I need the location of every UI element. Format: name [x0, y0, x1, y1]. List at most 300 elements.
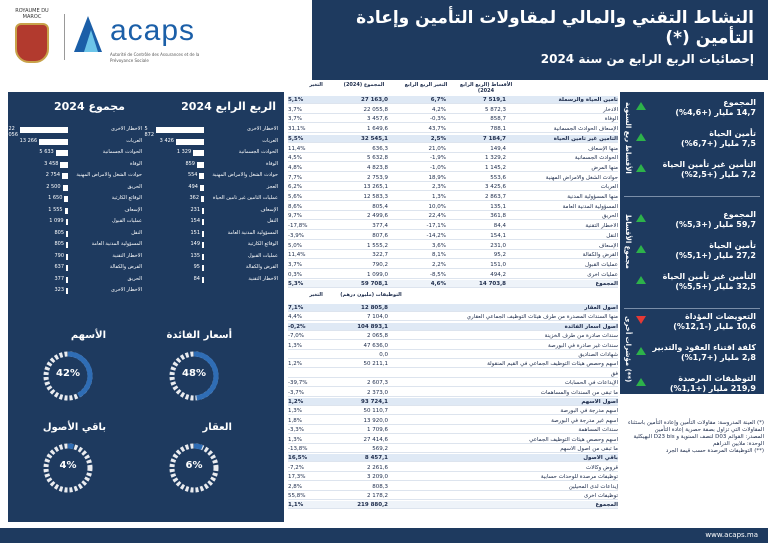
bar-label: النقل [131, 229, 142, 236]
bar [201, 196, 204, 202]
bar [66, 254, 68, 260]
table-row [288, 242, 618, 250]
table-row [288, 426, 618, 434]
cell-c1: -3,9% [288, 232, 304, 239]
cell-c3: 2,5% [430, 135, 446, 142]
total-title: مجموع 2024 [54, 100, 125, 113]
bar-value: 2 754 [45, 172, 61, 178]
cell-c1: 5,0% [288, 242, 302, 249]
bar [66, 265, 68, 271]
cell-c3: 4,2% [432, 106, 446, 113]
cell-c1: 3,7% [288, 116, 302, 123]
cell-c1: 2,8% [288, 483, 302, 490]
cell-c1: 16,5% [288, 455, 308, 462]
footnotes [618, 420, 764, 455]
website-link[interactable]: www.acaps.ma [705, 531, 758, 539]
cell-lab: عمليات أخرى [587, 271, 618, 278]
bar-row [150, 276, 278, 285]
cell-c1: 3,7% [288, 261, 302, 268]
cell-c4: 788,1 [490, 126, 506, 133]
table-row [288, 193, 618, 201]
arrow-down-icon [636, 316, 646, 324]
cell-c3: -1,9% [430, 155, 446, 162]
cell-c3: -0,3% [430, 116, 446, 123]
footnote: (**) التوظيفات المرصدة حسب قيمة الجرد [665, 448, 764, 454]
cell-c3: -1,0% [430, 164, 446, 171]
table-row [288, 389, 618, 397]
bar [20, 127, 68, 133]
cell-c2: 7 104,0 [367, 314, 388, 321]
cell-lab: النقل [606, 232, 618, 239]
cell-c2: 50 110,7 [363, 408, 388, 415]
bar [202, 277, 204, 283]
acaps-wordmark: acaps [110, 14, 196, 47]
bar [62, 173, 68, 179]
bar-row [14, 149, 142, 158]
cell-c1: -17,8% [288, 223, 308, 230]
bar [65, 208, 68, 214]
cell-c2: 59 708,1 [361, 281, 388, 288]
bar-value: 790 [54, 252, 64, 259]
cell-c2: 2 261,6 [367, 464, 388, 471]
cell-lab: أصول العقار [584, 305, 618, 311]
circle-label: أسعار الفائدة [166, 330, 232, 341]
bar-label: الحوادث الجسمانية [238, 149, 278, 155]
bar-value: 1 329 [176, 149, 192, 155]
bar-row [14, 287, 142, 296]
cell-c2: 636,3 [372, 145, 388, 152]
cell-c2: 3 209,0 [367, 474, 388, 481]
bar-value: 1 555 [48, 206, 63, 213]
bar-label: حوادث الشغل والأمراض المهنية [76, 172, 142, 178]
table-row [288, 313, 618, 321]
bar-value: 859 [185, 160, 195, 167]
bar [66, 277, 68, 283]
bar [202, 265, 204, 271]
cell-lab: حوادث الشغل والأمراض المهنية [545, 174, 618, 181]
table-row [288, 407, 618, 415]
bar-row [14, 218, 142, 227]
cell-c1: 4,8% [288, 164, 302, 171]
bar-value: 95 [193, 264, 200, 270]
table-row [288, 304, 618, 312]
cell-c2: 2 373,0 [367, 389, 388, 396]
table-header: التوظيفات (مليون درهم) [340, 292, 402, 298]
kpi [650, 374, 756, 393]
kpi-label: التوظيفات المرصدة [678, 374, 756, 383]
cell-c3: 22,4% [428, 213, 446, 220]
table-row [288, 436, 618, 444]
table-row [288, 212, 618, 220]
cell-c4: 151,0 [490, 261, 506, 268]
cell-c1: 5,6% [288, 194, 302, 200]
kpi-value: 32,5 مليار (+5,5%) [675, 282, 756, 291]
acaps-triangle-inner-icon [84, 30, 98, 52]
cell-c2: 47 636,0 [363, 342, 388, 349]
donut [168, 350, 220, 402]
bar-row [150, 253, 278, 262]
bar-label: عمليات التأمين غير تأمين الحياة [212, 195, 278, 201]
cell-c3: 1,3% [432, 194, 446, 200]
footnote: (*) العينة المدروسة: مقاولات التأمين وإعادة التأمين باستثناء المقاولات التي تزاول بصفة حصرية إعادة التأمين [628, 420, 764, 433]
bar-value: 151 [190, 229, 200, 236]
table-row [288, 164, 618, 172]
bar-value: 805 [54, 241, 64, 247]
table-row [288, 154, 618, 162]
cell-c4: 1 329,2 [485, 155, 506, 162]
cell-c2: 1 099,0 [367, 271, 388, 278]
cell-c2: 2 178,2 [367, 493, 388, 499]
bar-row [14, 253, 142, 262]
table-header: المجموع (2024) [343, 82, 385, 88]
cell-c4: 3 425,6 [485, 184, 506, 191]
cell-lab: سندات صادرة من طرف الخزينة [544, 333, 618, 340]
bar-row [14, 230, 142, 239]
bar [66, 288, 68, 294]
cell-c2: 322,7 [372, 252, 388, 259]
bar [66, 231, 68, 237]
kpi-value: 10,6 مليار (-12,1%) [673, 322, 756, 331]
section-divider [624, 196, 760, 197]
cell-c1: 17,3% [288, 474, 306, 481]
bar-row [150, 230, 278, 239]
arrow-up-icon [636, 164, 646, 172]
cell-lab: منها السندات المصدرة من طرف هيئات التوظيف الجماعي العقاري [466, 314, 618, 321]
table-row [288, 115, 618, 123]
section-side-label: مجموع الأقساط [624, 214, 632, 269]
cell-lab: سندات غير صادرة في البورصة [548, 342, 618, 349]
table-row [288, 464, 618, 472]
bar-label: المسؤولية المدنية العامة [91, 241, 142, 247]
table-row [288, 96, 618, 104]
kpi-value: 2,8 مليار (+1,7%) [680, 353, 756, 362]
cell-c1: 55,8% [288, 493, 306, 499]
kpi [650, 343, 756, 362]
bar-label: الوفاة [265, 160, 278, 167]
cell-c3: 10,0% [428, 203, 446, 210]
donut [42, 442, 94, 494]
cell-c3: 18,9% [428, 174, 446, 181]
page-header [312, 0, 768, 80]
kpi [650, 272, 756, 291]
circle-label: الأسهم [70, 330, 106, 341]
cell-c2: 93 724,1 [361, 399, 388, 405]
cell-c3: 6,7% [430, 97, 446, 103]
cell-c4: 149,4 [490, 145, 506, 152]
bar [156, 127, 204, 133]
bar [63, 185, 68, 191]
bar-row [150, 218, 278, 227]
donut-value: 6% [185, 460, 203, 471]
bar-label: الأخطار الأخرى [247, 126, 278, 132]
bar-value: 154 [190, 218, 200, 224]
cell-c2: 1 555,2 [367, 242, 388, 249]
cell-lab: القرض والكفالة [582, 252, 618, 259]
cell-lab: أسهم وحصص هيئات التوظيف الجماعي [529, 436, 618, 443]
bar-value: 5 872 [144, 126, 154, 138]
bar-row [150, 138, 278, 147]
cell-c1: 4,5% [288, 155, 302, 162]
bar [39, 139, 68, 145]
bar [202, 208, 204, 214]
cell-c2: 790,2 [372, 261, 388, 268]
kpi-label: التعويضات المؤداة [685, 312, 756, 321]
table-row [288, 125, 618, 133]
table-row [288, 417, 618, 425]
cell-c2: 4 823,8 [367, 164, 388, 171]
cell-c3: 21,0% [428, 145, 446, 152]
cell-c4: 2 863,7 [485, 194, 506, 200]
cell-lab: الإسعاف [598, 242, 618, 249]
bar-value: 2 500 [46, 183, 61, 190]
cell-c1: 1,8% [288, 417, 302, 424]
cell-c1: 3,7% [288, 106, 302, 113]
kpi [650, 241, 756, 260]
cell-c2: 12 805,8 [361, 305, 388, 311]
table-row [288, 360, 618, 368]
cell-lab: أصول الأسهم [581, 399, 618, 405]
cell-c2: 807,6 [372, 232, 388, 239]
cell-c1: -13,8% [288, 446, 308, 452]
cell-c3: 2,2% [432, 261, 446, 268]
bar-label: الإسعاف [260, 206, 278, 213]
kpi-value: 7,5 مليار (+6,7%) [680, 139, 756, 148]
cell-c1: 5,5% [288, 135, 304, 142]
table-row [288, 501, 618, 509]
page-subtitle: إحصائيات الربع الرابع من سنة 2024 [540, 52, 754, 66]
donut-value: 48% [182, 368, 206, 379]
cell-c2: 569,2 [372, 446, 388, 452]
bar-label: المسؤولية المدنية العامة [227, 229, 278, 236]
bar-value: 3 458 [44, 160, 59, 167]
kpi-value: 27,2 مليار (+5,1%) [675, 251, 756, 260]
bar-row [150, 161, 278, 170]
cell-c1: 8,6% [288, 203, 302, 210]
cell-lab: منها المرض [591, 164, 618, 171]
bar-row [14, 184, 142, 193]
cell-c1: 0,3% [288, 271, 302, 278]
bar-value: 1 650 [48, 195, 63, 201]
cell-c1: 1,3% [288, 342, 302, 349]
cell-c2: 1 649,6 [367, 126, 388, 133]
bar [200, 185, 204, 191]
cell-c2: 5 632,8 [367, 155, 388, 162]
kpi-label: المجموع [723, 210, 756, 219]
cell-lab: الادخار [603, 106, 618, 113]
coat-of-arms-icon [15, 23, 49, 63]
cell-lab: أسهم غير مدرجة في البورصة [551, 417, 618, 424]
bar-value: 22 056 [8, 126, 18, 138]
section-side-label: مؤشرات أخرى (**) [624, 316, 632, 383]
bar-value: 323 [54, 287, 64, 293]
kpi-value: 14,7 مليار (+4,6%) [675, 108, 756, 117]
cell-c1: -3,7% [288, 389, 304, 396]
bar-label: الوفاة [129, 160, 142, 167]
bar-label: الحريق [127, 183, 142, 190]
section-side-label: الأقساط ربع السنوية [624, 102, 632, 174]
acaps-logo [74, 10, 214, 70]
cell-lab: فق [610, 370, 618, 377]
table-row [288, 145, 618, 153]
bar-label: الحريق [127, 275, 142, 282]
bar-label: العجز [266, 183, 278, 190]
bar-label: الأخطار الأخرى [111, 126, 142, 132]
bar-label: الأخطار التقنية [112, 252, 142, 259]
arrow-up-icon [636, 133, 646, 141]
cell-lab: شهادات الصناديق [578, 352, 618, 358]
cell-lab: الأخطار التقنية [585, 223, 618, 230]
bar-row [150, 207, 278, 216]
bar [56, 150, 68, 156]
cell-c2: 808,3 [372, 483, 388, 490]
kpi-label: تأمين الحياة [709, 241, 756, 250]
donut-value: 4% [59, 460, 77, 471]
cell-c1: 7,1% [288, 305, 304, 311]
table-row [288, 183, 618, 191]
bar [60, 162, 68, 168]
cell-lab: التأمين غير تأمين الحياة [553, 135, 618, 142]
table-row [288, 261, 618, 269]
cell-c3: -14,2% [426, 232, 446, 239]
circle-label: العقار [202, 422, 232, 433]
bar-row [14, 195, 142, 204]
bar-label: الأخطار الأخرى [111, 287, 142, 293]
bar-label: الحوادث الجسمانية [102, 149, 142, 155]
donut-value: 42% [56, 368, 80, 379]
arrow-up-icon [636, 102, 646, 110]
acaps-subtitle: Autorité de Contrôle des Assurances et de la Prévoyance Sociale [110, 52, 200, 63]
cell-c2: 1 709,6 [367, 427, 388, 434]
bar-row [14, 207, 142, 216]
bar-row [150, 264, 278, 273]
cell-lab: الحريق [602, 213, 618, 220]
kpi [650, 129, 756, 148]
cell-c4: 7 519,1 [482, 97, 506, 103]
bar-label: حوادث الشغل والأمراض المهنية [212, 172, 278, 178]
cell-c1: 1,3% [288, 408, 302, 415]
logo-divider [64, 14, 65, 60]
cell-c1: 1,1% [288, 502, 304, 509]
table-row [288, 342, 618, 350]
cell-c1: -7,0% [288, 333, 304, 340]
bar-value: 362 [189, 195, 200, 201]
arrow-up-icon [636, 378, 646, 386]
cell-lab: الإسعاف الحوادث الجسمانية [553, 126, 618, 133]
bar-row [14, 161, 142, 170]
bar-row [14, 264, 142, 273]
table-row [288, 370, 618, 378]
cell-c2: 219 880,2 [357, 502, 388, 509]
cell-lab: المجموع [595, 502, 618, 509]
bar-label: عمليات القبول [247, 252, 278, 259]
kpi [650, 160, 756, 179]
table-row [288, 280, 618, 288]
cell-c4: 231,0 [490, 242, 506, 249]
cell-lab: الوفاة [604, 116, 618, 123]
bar-label: الإسعاف [124, 206, 142, 213]
cell-lab: المجموع [595, 281, 618, 288]
bar-row [150, 149, 278, 158]
cell-c1: -0,2% [288, 323, 306, 330]
cell-c3: 8,1% [432, 252, 446, 259]
cell-c3: 2,3% [432, 184, 446, 191]
donut [168, 442, 220, 494]
cell-c2: 2 499,6 [367, 213, 388, 220]
cell-c1: 7,7% [288, 174, 302, 181]
bar-value: 377 [54, 275, 64, 282]
cell-c1: 4,4% [288, 314, 302, 321]
table-row [288, 473, 618, 481]
cell-c2: 2 065,8 [367, 333, 388, 340]
section-divider [624, 308, 760, 309]
bar-label: النقل [267, 218, 278, 224]
bar [202, 231, 204, 237]
page-title: النشاط التقني والمالي لمقاولات التأمين وإعادة التأمين (*) [356, 8, 754, 48]
cell-c4: 553,6 [490, 174, 506, 181]
bar-label: الوقائع الكارثية [247, 241, 278, 247]
bar-value: 5 633 [39, 149, 54, 155]
table-row [288, 203, 618, 211]
bar [193, 150, 204, 156]
cell-lab: الحوادث الجسمانية [574, 155, 618, 162]
cell-lab: منها المسؤولية المدنية [567, 194, 618, 200]
bar-row [150, 184, 278, 193]
cell-c4: 14 703,8 [479, 281, 506, 288]
cell-c1: 9,7% [288, 213, 302, 220]
cell-c1: 6,2% [288, 184, 302, 191]
table-row [288, 483, 618, 491]
table-row [288, 174, 618, 182]
bar-value: 231 [190, 206, 200, 213]
cell-c4: 361,8 [490, 213, 506, 220]
kpi [650, 312, 756, 331]
cell-c4: 154,1 [490, 232, 506, 239]
bar-value: 494 [188, 183, 198, 190]
table-row [288, 454, 618, 462]
cell-c4: 95,2 [493, 252, 506, 259]
cell-c2: 27 163,0 [361, 97, 388, 103]
cell-lab: أسهم وحصص هيئات التوظيف الجماعي في القيم المنقولة [487, 361, 618, 368]
bar-row [150, 195, 278, 204]
table-header: التغير [309, 82, 323, 88]
cell-c1: 11,4% [288, 252, 306, 259]
bar-value: 135 [190, 252, 200, 259]
table-row [288, 445, 618, 453]
cell-lab: ما تبقى من السندات والمساهمات [540, 389, 618, 396]
bar-row [14, 172, 142, 181]
bar-label: القرض والكفالة [245, 264, 278, 270]
table-header: التغير الربع الرابع [404, 82, 448, 88]
cell-c1: 31,1% [288, 126, 306, 133]
bar-value: 84 [193, 275, 200, 282]
cell-lab: تأمين الحياة والرسملة [558, 97, 618, 103]
cell-c2: 8 457,1 [364, 455, 388, 462]
cell-c4: 1 145,2 [485, 164, 506, 171]
bar-value: 3 426 [159, 137, 174, 144]
table-row [288, 106, 618, 114]
left-panel [8, 92, 284, 522]
table-row [288, 251, 618, 259]
cell-c1: -7,2% [288, 464, 304, 471]
footnote: المصدر: القوائم D03 لنصف السنوية و D23 bis البهيكلية [633, 434, 764, 440]
kingdom-label: ROYAUME DU MAROC [15, 8, 49, 20]
bar [202, 242, 204, 248]
bar-value: 1 099 [49, 218, 64, 224]
donut [42, 350, 94, 402]
cell-lab: باقي الأصول [583, 455, 618, 462]
kpi-label: التأمين غير تأمين الحياة [662, 160, 756, 169]
bar-label: القرض والكفالة [109, 264, 142, 270]
